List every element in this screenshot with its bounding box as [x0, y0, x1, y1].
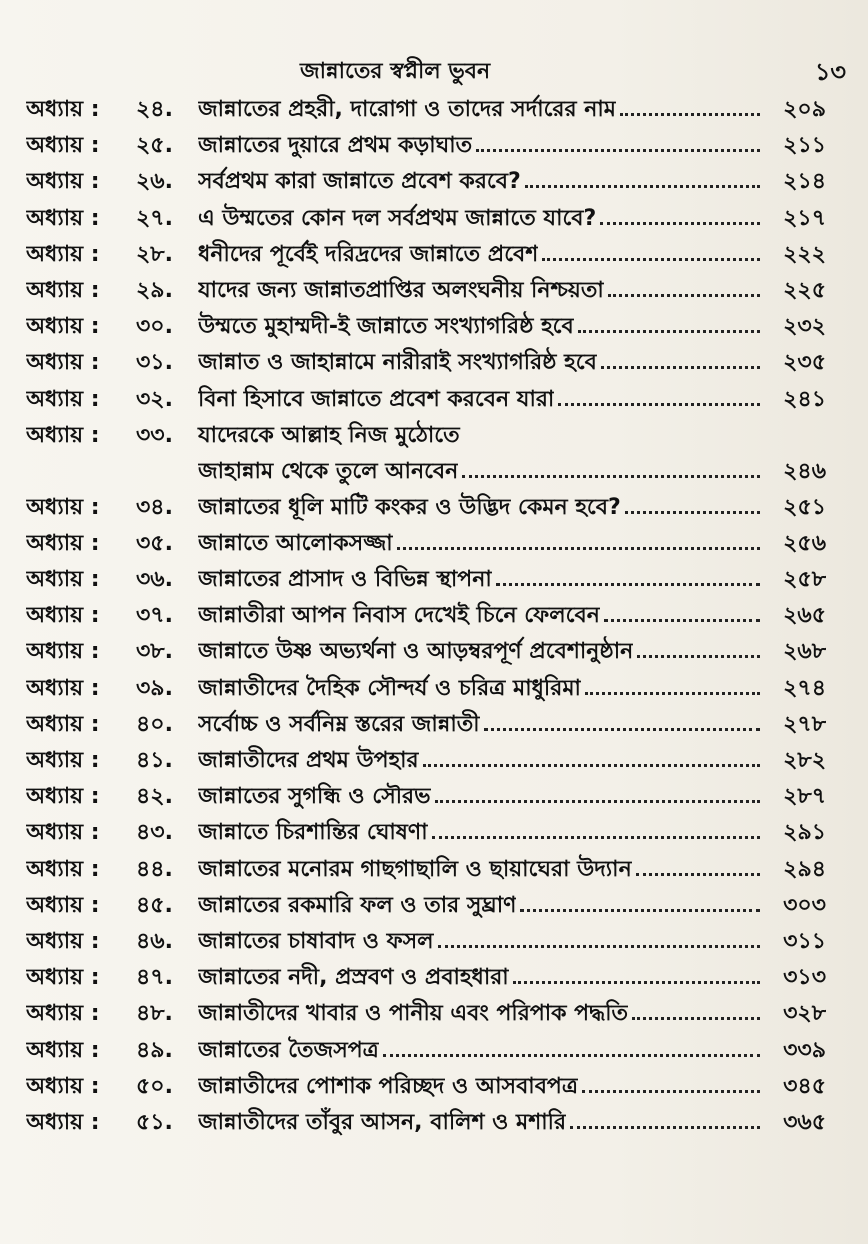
chapter-number: ৩৫.	[136, 530, 173, 556]
dot-leader	[496, 583, 760, 586]
chapter-number: ৩৭.	[136, 603, 173, 629]
chapter-label: অধ্যায় :	[26, 856, 100, 882]
chapter-title-continued: জাহান্নাম থেকে তুলে আনবেন	[198, 458, 459, 484]
toc-entry	[26, 526, 826, 562]
toc-entry	[26, 237, 826, 273]
chapter-title: জান্নাতের নদী, প্রস্রবণ ও প্রবাহধারা	[198, 965, 509, 991]
chapter-number: ২৯.	[136, 277, 173, 303]
chapter-number: ২৮.	[136, 241, 173, 267]
chapter-number: ৪৫.	[136, 892, 173, 918]
toc-entry	[26, 779, 826, 815]
chapter-page-number: ৩১১	[783, 928, 826, 954]
dot-leader	[625, 511, 760, 514]
dot-leader	[632, 1017, 760, 1020]
chapter-title: ধনীদের পূর্বেই দরিদ্রদের জান্নাতে প্রবেশ	[198, 241, 539, 267]
dot-leader	[423, 764, 760, 767]
chapter-title: যাদের জন্য জান্নাতপ্রাপ্তির অলংঘনীয় নিশ্চয়তা	[198, 277, 604, 303]
chapter-title: জান্নাতের রকমারি ফল ও তার সুঘ্রাণ	[198, 892, 517, 918]
chapter-title: জান্নাতের প্রাসাদ ও বিভিন্ন স্থাপনা	[198, 567, 492, 593]
chapter-number: ৩৬.	[136, 567, 173, 593]
toc-entry	[26, 996, 826, 1032]
chapter-page-number: ২৩৫	[783, 350, 826, 376]
toc-entry	[26, 1105, 826, 1141]
chapter-page-number: ২৯৪	[783, 856, 826, 882]
dot-leader	[620, 113, 760, 116]
chapter-label: অধ্যায় :	[26, 711, 100, 737]
chapter-title: জান্নাতের মনোরম গাছগাছালি ও ছায়াঘেরা উদ্যান	[198, 856, 632, 882]
dot-leader	[570, 1126, 760, 1129]
chapter-number: ৪৩.	[136, 820, 173, 846]
dot-leader	[582, 1090, 760, 1093]
chapter-page-number: ২৯১	[783, 820, 826, 846]
chapter-label: অধ্যায় :	[26, 748, 100, 773]
toc-entry	[26, 743, 826, 779]
chapter-title: জান্নাতের তৈজসপত্র	[198, 1037, 379, 1063]
chapter-label: অধ্যায় :	[26, 928, 100, 954]
chapter-title: জান্নাতে চিরশান্তির ঘোষণা	[198, 820, 428, 846]
chapter-number: ২৭.	[136, 205, 173, 231]
dot-leader	[558, 403, 760, 406]
dot-leader	[397, 547, 760, 550]
chapter-number: ৩৩.	[136, 422, 173, 448]
chapter-title: জান্নাতে আলোকসজ্জা	[198, 530, 393, 556]
chapter-label: অধ্যায় :	[26, 820, 100, 846]
chapter-title: জান্নাতের চাষাবাদ ও ফসল	[198, 928, 434, 954]
chapter-number: ২৬.	[136, 169, 173, 195]
chapter-label: অধ্যায় :	[26, 892, 100, 918]
chapter-page-number: ২৭৪	[783, 675, 826, 701]
chapter-page-number: ২৮২	[783, 748, 826, 773]
chapter-title: জান্নাতীদের খাবার ও পানীয় এবং পরিপাক পদ্ধতি	[198, 1001, 629, 1027]
chapter-label: অধ্যায় :	[26, 422, 100, 448]
toc-entry	[26, 345, 826, 381]
chapter-number: ৪৯.	[136, 1037, 173, 1063]
chapter-number: ৪৭.	[136, 965, 173, 991]
chapter-number: ৪০.	[136, 711, 173, 737]
chapter-number: ৫০.	[136, 1073, 173, 1099]
toc-entry	[26, 960, 826, 996]
toc-entry	[26, 562, 826, 598]
chapter-title: সর্বোচ্চ ও সর্বনিম্ন স্তরের জান্নাতী	[198, 711, 480, 737]
chapter-number: ৪৪.	[136, 856, 173, 882]
chapter-title: জান্নাতীদের প্রথম উপহার	[198, 748, 419, 773]
chapter-label: অধ্যায় :	[26, 603, 100, 629]
chapter-number: ২৫.	[136, 133, 173, 159]
chapter-page-number: ৩৪৫	[783, 1073, 826, 1099]
page-number: ১৩	[814, 58, 846, 86]
chapter-number: ৪৮.	[136, 1001, 173, 1027]
dot-leader	[435, 800, 760, 803]
dot-leader	[637, 655, 760, 658]
chapter-label: অধ্যায় :	[26, 1109, 100, 1135]
chapter-label: অধ্যায় :	[26, 1073, 100, 1099]
chapter-label: অধ্যায় :	[26, 494, 100, 520]
chapter-title: জান্নাতের সুগন্ধি ও সৌরভ	[198, 784, 431, 810]
chapter-page-number: ২১৭	[783, 205, 826, 231]
toc-entry	[26, 418, 826, 490]
toc-entry	[26, 671, 826, 707]
chapter-title: এ উম্মতের কোন দল সর্বপ্রথম জান্নাতে যাবে?	[198, 205, 597, 231]
dot-leader	[578, 330, 760, 333]
toc-entry	[26, 852, 826, 888]
chapter-page-number: ২০৯	[783, 97, 826, 122]
chapter-number: ৩৯.	[136, 675, 173, 701]
chapter-page-number: ২৩২	[783, 314, 826, 340]
chapter-page-number: ৩৩৯	[783, 1037, 826, 1063]
chapter-page-number: ৩০৩	[783, 892, 826, 918]
chapter-label: অধ্যায় :	[26, 277, 100, 303]
dot-leader	[484, 728, 760, 731]
chapter-label: অধ্যায় :	[26, 350, 100, 376]
chapter-number: ৪২.	[136, 784, 173, 810]
dot-leader	[542, 258, 760, 261]
toc-entry	[26, 924, 826, 960]
chapter-page-number: ২৭৮	[783, 711, 826, 737]
dot-leader	[585, 692, 760, 695]
chapter-title: জান্নাতের প্রহরী, দারোগা ও তাদের সর্দারের নাম	[198, 97, 617, 122]
dot-leader	[520, 909, 760, 912]
chapter-label: অধ্যায় :	[26, 241, 100, 267]
chapter-title: জান্নাত ও জাহান্নামে নারীরাই সংখ্যাগরিষ্ঠ হবে	[198, 350, 597, 376]
dot-leader	[476, 149, 760, 152]
chapter-number: ৩৪.	[136, 494, 173, 520]
toc-entry	[26, 1069, 826, 1105]
dot-leader	[604, 619, 760, 622]
chapter-page-number: ২৪১	[783, 386, 826, 412]
chapter-page-number: ৩১৩	[783, 965, 826, 991]
chapter-label: অধ্যায় :	[26, 567, 100, 593]
dot-leader	[600, 222, 760, 225]
chapter-page-number: ২৫৮	[783, 567, 826, 593]
chapter-title: জান্নাতের ধূলি মাটি কংকর ও উদ্ভিদ কেমন হবে?	[198, 494, 621, 520]
toc-entry	[26, 634, 826, 670]
page-header	[0, 48, 868, 88]
toc-entry	[26, 273, 826, 309]
chapter-title-line2-row	[198, 454, 826, 490]
chapter-page-number: ৩২৮	[783, 1001, 826, 1027]
chapter-title: জান্নাতীরা আপন নিবাস দেখেই চিনে ফেলবেন	[198, 603, 600, 629]
dot-leader	[601, 366, 760, 369]
chapter-page-number: ২২৫	[783, 277, 826, 303]
chapter-label: অধ্যায় :	[26, 386, 100, 412]
chapter-number: ৫১.	[136, 1109, 173, 1135]
chapter-title: জান্নাতের দুয়ারে প্রথম কড়াঘাত	[198, 133, 473, 159]
toc-entry	[26, 815, 826, 851]
dot-leader	[525, 185, 760, 188]
chapter-number: ৩৮.	[136, 639, 173, 665]
chapter-label: অধ্যায় :	[26, 205, 100, 231]
chapter-title-block	[198, 418, 826, 490]
table-of-contents	[26, 92, 826, 1141]
chapter-page-number: ২৬৫	[783, 603, 826, 629]
chapter-number: ৩০.	[136, 314, 173, 340]
toc-entry	[26, 128, 826, 164]
running-title: জান্নাতের স্বপ্নীল ভুবন	[300, 59, 491, 84]
chapter-page-number: ২৬৮	[783, 639, 826, 665]
toc-entry	[26, 164, 826, 200]
toc-entry	[26, 888, 826, 924]
chapter-label: অধ্যায় :	[26, 169, 100, 195]
chapter-title: জান্নাতীদের দৈহিক সৌন্দর্য ও চরিত্র মাধুরিমা	[198, 675, 581, 701]
chapter-page-number: ২১১	[783, 133, 826, 159]
dot-leader	[432, 836, 760, 839]
toc-entry	[26, 382, 826, 418]
toc-entry	[26, 201, 826, 237]
chapter-label: অধ্যায় :	[26, 965, 100, 991]
toc-entry	[26, 707, 826, 743]
chapter-page-number: ২৪৬	[783, 458, 826, 484]
chapter-label: অধ্যায় :	[26, 530, 100, 556]
chapter-number: ৪১.	[136, 748, 173, 773]
toc-entry	[26, 490, 826, 526]
chapter-page-number: ২৫১	[783, 494, 826, 520]
chapter-page-number: ২৫৬	[783, 530, 826, 556]
dot-leader	[438, 945, 760, 948]
chapter-number: ৪৬.	[136, 928, 173, 954]
dot-leader	[383, 1054, 760, 1057]
chapter-page-number: ২৮৭	[783, 784, 826, 810]
chapter-label: অধ্যায় :	[26, 639, 100, 665]
chapter-label: অধ্যায় :	[26, 97, 100, 122]
dot-leader	[462, 475, 760, 478]
chapter-label: অধ্যায় :	[26, 1001, 100, 1027]
chapter-label: অধ্যায় :	[26, 133, 100, 159]
toc-entry	[26, 598, 826, 634]
chapter-page-number: ২২২	[783, 241, 826, 267]
chapter-number: ২৪.	[136, 97, 173, 122]
toc-entry	[26, 309, 826, 345]
chapter-number: ৩১.	[136, 350, 173, 376]
chapter-title: জান্নাতীদের তাঁবুর আসন, বালিশ ও মশারি	[198, 1109, 567, 1135]
chapter-label: অধ্যায় :	[26, 314, 100, 340]
chapter-title: সর্বপ্রথম কারা জান্নাতে প্রবেশ করবে?	[198, 169, 521, 195]
chapter-title: যাদেরকে আল্লাহ নিজ মুঠোতে	[198, 422, 460, 448]
chapter-number: ৩২.	[136, 386, 173, 412]
dot-leader	[513, 981, 760, 984]
chapter-label: অধ্যায় :	[26, 1037, 100, 1063]
chapter-title: বিনা হিসাবে জান্নাতে প্রবেশ করবেন যারা	[198, 386, 555, 412]
toc-entry	[26, 92, 826, 128]
chapter-label: অধ্যায় :	[26, 784, 100, 810]
chapter-label: অধ্যায় :	[26, 675, 100, 701]
toc-entry	[26, 1033, 826, 1069]
chapter-page-number: ২১৪	[783, 169, 826, 195]
chapter-title: জান্নাতে উষ্ণ অভ্যর্থনা ও আড়ম্বরপূর্ণ প্রবেশানুষ্ঠান	[198, 639, 634, 665]
dot-leader	[636, 873, 760, 876]
dot-leader	[608, 294, 760, 297]
chapter-title: জান্নাতীদের পোশাক পরিচ্ছদ ও আসবাবপত্র	[198, 1073, 579, 1099]
chapter-page-number: ৩৬৫	[783, 1109, 826, 1135]
chapter-title: উম্মতে মুহাম্মদী-ই জান্নাতে সংখ্যাগরিষ্ঠ হবে	[198, 314, 574, 340]
